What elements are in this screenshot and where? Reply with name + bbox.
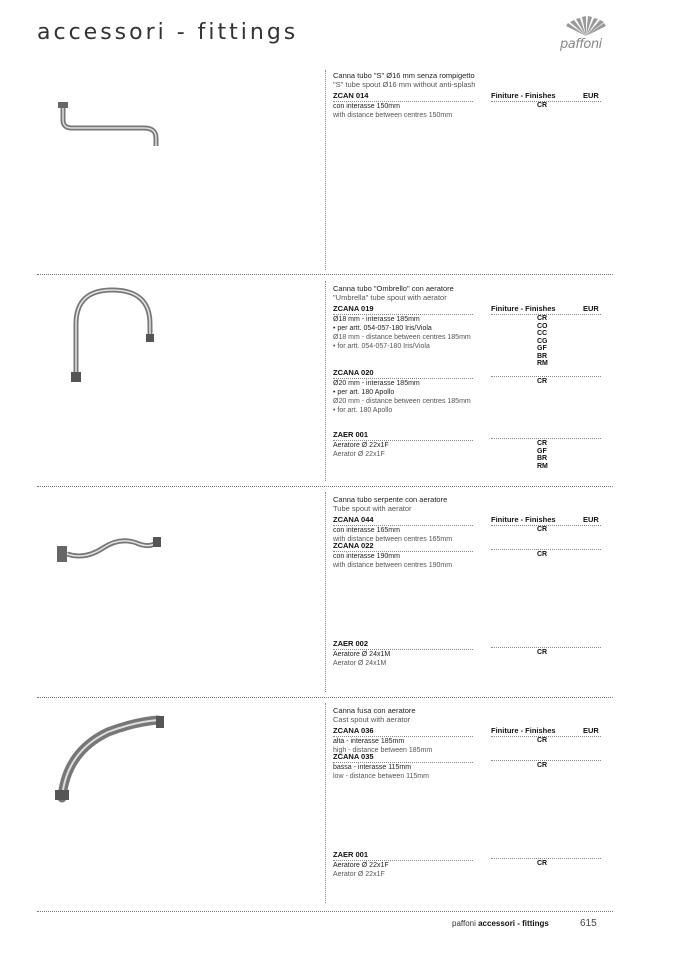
product-desc-en-2: • for artt. 054-057-180 Iris/Viola	[333, 343, 430, 350]
row-dotline	[491, 549, 601, 550]
finish-code: GF	[537, 447, 547, 455]
product-desc-en: Ø18 mm - distance between centres 185mm	[333, 334, 471, 341]
product-desc-it: con interasse 150mm	[333, 103, 400, 110]
row-dotline	[491, 760, 601, 761]
product-desc-it: Aeratore Ø 24x1M	[333, 651, 391, 658]
product-row	[333, 304, 605, 366]
section-separator	[37, 486, 613, 487]
product-desc-en-2: • for art. 180 Apollo	[333, 407, 393, 414]
section-title-en: "S" tube spout Ø16 mm without anti-splash	[333, 80, 476, 89]
finish-list	[537, 649, 547, 657]
finish-list	[537, 551, 547, 559]
product-desc-en: Aerator Ø 24x1M	[333, 660, 387, 667]
product-desc-en: with distance between centres 165mm	[333, 536, 453, 543]
eur-header: EUR	[583, 515, 599, 524]
product-code: ZCANA 035	[333, 752, 473, 763]
column-divider	[325, 281, 326, 481]
finish-code: CR	[537, 526, 548, 533]
finish-code: CR	[537, 737, 548, 744]
product-section	[333, 71, 605, 120]
finish-code: CR	[537, 551, 548, 558]
product-code: ZAER 001	[333, 430, 473, 441]
product-row	[333, 639, 605, 668]
section-title-it: Canna tubo "S" Ø16 mm senza rompigetto	[333, 71, 475, 80]
serpent-tube-spout-image	[55, 534, 165, 574]
eur-header: EUR	[583, 91, 599, 100]
row-dotline	[491, 376, 601, 377]
product-code: ZCAN 014	[333, 91, 473, 102]
logo-text: paffoni	[560, 37, 602, 52]
finish-code: CO	[537, 322, 548, 330]
row-dotline	[491, 858, 601, 859]
product-code: ZCANA 019	[333, 304, 473, 315]
finish-code: RM	[537, 462, 548, 470]
product-row	[333, 541, 605, 637]
cast-spout-image	[52, 712, 168, 806]
page-title: accessori - fittings	[37, 20, 299, 45]
product-section	[333, 284, 605, 470]
product-code: ZAER 001	[333, 850, 473, 861]
finish-code: CC	[537, 330, 548, 337]
eur-header: EUR	[583, 304, 599, 313]
finish-list	[537, 737, 547, 745]
s-tube-spout-image	[52, 98, 162, 153]
product-desc-en: low - distance between 115mm	[333, 773, 429, 780]
finish-code: CR	[537, 762, 548, 769]
finish-list	[537, 860, 547, 868]
section-separator	[37, 274, 613, 275]
finish-code: CR	[537, 378, 548, 385]
product-desc-en: Ø20 mm - distance between centres 185mm	[333, 398, 471, 405]
product-row	[333, 91, 605, 120]
finish-code: CR	[537, 440, 548, 447]
section-title-it: Canna fusa con aeratore	[333, 706, 416, 715]
column-divider	[325, 703, 326, 903]
product-section	[333, 706, 605, 879]
product-desc-it: con interasse 165mm	[333, 527, 400, 534]
finishes-header: Finiture - Finishes	[491, 91, 556, 100]
finish-list	[537, 378, 547, 386]
eur-header: EUR	[583, 726, 599, 735]
finish-list	[537, 526, 547, 534]
product-row	[333, 752, 605, 848]
finishes-header: Finiture - Finishes	[491, 304, 556, 313]
product-desc-it: Aeratore Ø 22x1F	[333, 442, 389, 449]
product-desc-en: with distance between centres 150mm	[333, 112, 453, 119]
finish-list	[537, 440, 548, 470]
finish-code: CG	[537, 337, 548, 345]
product-code: ZCANA 036	[333, 726, 473, 737]
finish-code: CR	[537, 860, 548, 867]
row-dotline	[491, 438, 601, 439]
product-code: ZCANA 044	[333, 515, 473, 526]
section-separator	[37, 697, 613, 698]
product-desc-en: high - distance between 185mm	[333, 747, 433, 754]
product-row	[333, 368, 605, 428]
finishes-header: Finiture - Finishes	[491, 515, 556, 524]
section-title-en: Cast spout with aerator	[333, 715, 411, 724]
column-divider	[325, 70, 326, 270]
umbrella-tube-spout-image	[64, 284, 160, 390]
finish-code: RM	[537, 360, 548, 367]
finish-code: GF	[537, 345, 547, 352]
column-divider	[325, 492, 326, 692]
footer-brand: paffoni	[452, 919, 476, 928]
finish-code: BR	[537, 352, 548, 360]
finish-code: CR	[537, 102, 548, 109]
finish-code: CR	[537, 649, 548, 656]
finish-list	[537, 102, 547, 110]
product-row	[333, 850, 605, 879]
product-desc-en: with distance between centres 190mm	[333, 562, 453, 569]
product-desc-it: Ø18 mm - interasse 185mm	[333, 316, 420, 323]
product-code: ZAER 002	[333, 639, 473, 650]
finish-code: BR	[537, 455, 548, 462]
product-desc-it: alta - interasse 185mm	[333, 738, 405, 745]
footer-text	[452, 919, 549, 928]
product-desc-it-2: • per artt. 054-057-180 Iris/Viola	[333, 325, 432, 332]
section-title-en: "Umbrella" tube spout with aerator	[333, 293, 447, 302]
finish-list	[537, 762, 547, 770]
product-code: ZCANA 020	[333, 368, 473, 379]
finishes-header: Finiture - Finishes	[491, 726, 556, 735]
product-row	[333, 726, 605, 754]
product-row	[333, 515, 605, 543]
section-title-it: Canna tubo serpente con aeratore	[333, 495, 448, 504]
finish-list	[537, 315, 548, 368]
product-desc-it: con interasse 190mm	[333, 553, 400, 560]
footer-section: accessori - fittings	[478, 919, 549, 928]
product-section	[333, 495, 605, 668]
product-row	[333, 430, 605, 470]
product-desc-en: Aerator Ø 22x1F	[333, 871, 385, 878]
product-desc-it: Aeratore Ø 22x1F	[333, 862, 389, 869]
product-desc-it-2: • per art. 180 Apollo	[333, 389, 395, 396]
page-number: 615	[580, 918, 597, 929]
section-title-it: Canna tubo "Ombrello" con aeratore	[333, 284, 454, 293]
section-title-en: Tube spout with aerator	[333, 504, 412, 513]
product-code: ZCANA 022	[333, 541, 473, 552]
product-desc-en: Aerator Ø 22x1F	[333, 451, 385, 458]
row-dotline	[491, 647, 601, 648]
product-desc-it: Ø20 mm - interasse 185mm	[333, 380, 420, 387]
product-desc-it: bassa - interasse 115mm	[333, 764, 412, 771]
section-separator	[37, 911, 613, 912]
finish-code: CR	[537, 315, 548, 322]
